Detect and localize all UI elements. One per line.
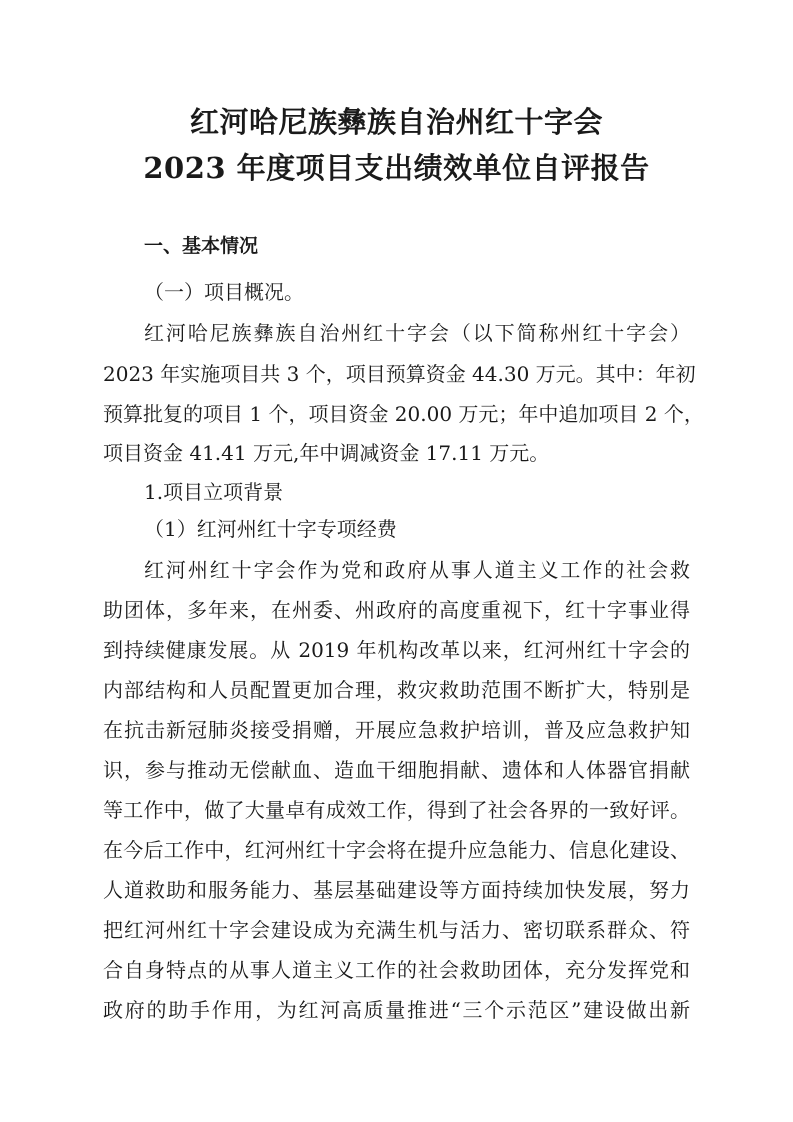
paragraph-line: 内部结构和人员配置更加合理，救灾救助范围不断扩大，特别是 bbox=[103, 678, 690, 702]
item-subheading-special-fund: （1）红河州红十字专项经费 bbox=[144, 517, 397, 541]
item-heading-project-background: 1.项目立项背景 bbox=[144, 480, 284, 504]
paragraph-line: 等工作中，做了大量卓有成效工作，得到了社会各界的一致好评。 bbox=[103, 798, 690, 822]
paragraph-line: 在今后工作中，红河州红十字会将在提升应急能力、信息化建设、 bbox=[103, 838, 690, 862]
paragraph-line: 到持续健康发展。从 2019 年机构改革以来，红河州红十字会的 bbox=[103, 638, 690, 662]
document-title-line-2: 2023 年度项目支出绩效单位自评报告 bbox=[143, 151, 650, 185]
paragraph-line: 人道救助和服务能力、基层基础建设等方面持续加快发展，努力 bbox=[103, 878, 690, 902]
paragraph-line: 识，参与推动无偿献血、造血干细胞捐献、遗体和人体器官捐献 bbox=[103, 758, 690, 782]
paragraph-line: 2023 年实施项目共 3 个，项目预算资金 44.30 万元。其中：年初 bbox=[103, 362, 696, 386]
subsection-heading-project-overview: （一）项目概况。 bbox=[144, 280, 304, 304]
document-title-line-1: 红河哈尼族彝族自治州红十字会 bbox=[189, 105, 603, 139]
paragraph-line: 政府的助手作用，为红河高质量推进“三个示范区”建设做出新 bbox=[103, 998, 690, 1022]
paragraph-line: 预算批复的项目 1 个，项目资金 20.00 万元；年中追加项目 2 个， bbox=[103, 402, 704, 426]
paragraph-line: 把红河州红十字会建设成为充满生机与活力、密切联系群众、符 bbox=[103, 918, 690, 942]
paragraph-line: 红河哈尼族彝族自治州红十字会（以下简称州红十字会） bbox=[144, 321, 690, 345]
paragraph-line: 项目资金 41.41 万元,年中调减资金 17.11 万元。 bbox=[103, 441, 550, 465]
paragraph-line: 合自身特点的从事人道主义工作的社会救助团体，充分发挥党和 bbox=[103, 958, 690, 982]
paragraph-line: 红河州红十字会作为党和政府从事人道主义工作的社会救 bbox=[144, 558, 690, 582]
paragraph-line: 在抗击新冠肺炎接受捐赠，开展应急救护培训，普及应急救护知 bbox=[103, 718, 690, 742]
section-heading-basic-info: 一、基本情况 bbox=[144, 235, 259, 257]
paragraph-line: 助团体，多年来，在州委、州政府的高度重视下，红十字事业得 bbox=[103, 598, 690, 622]
